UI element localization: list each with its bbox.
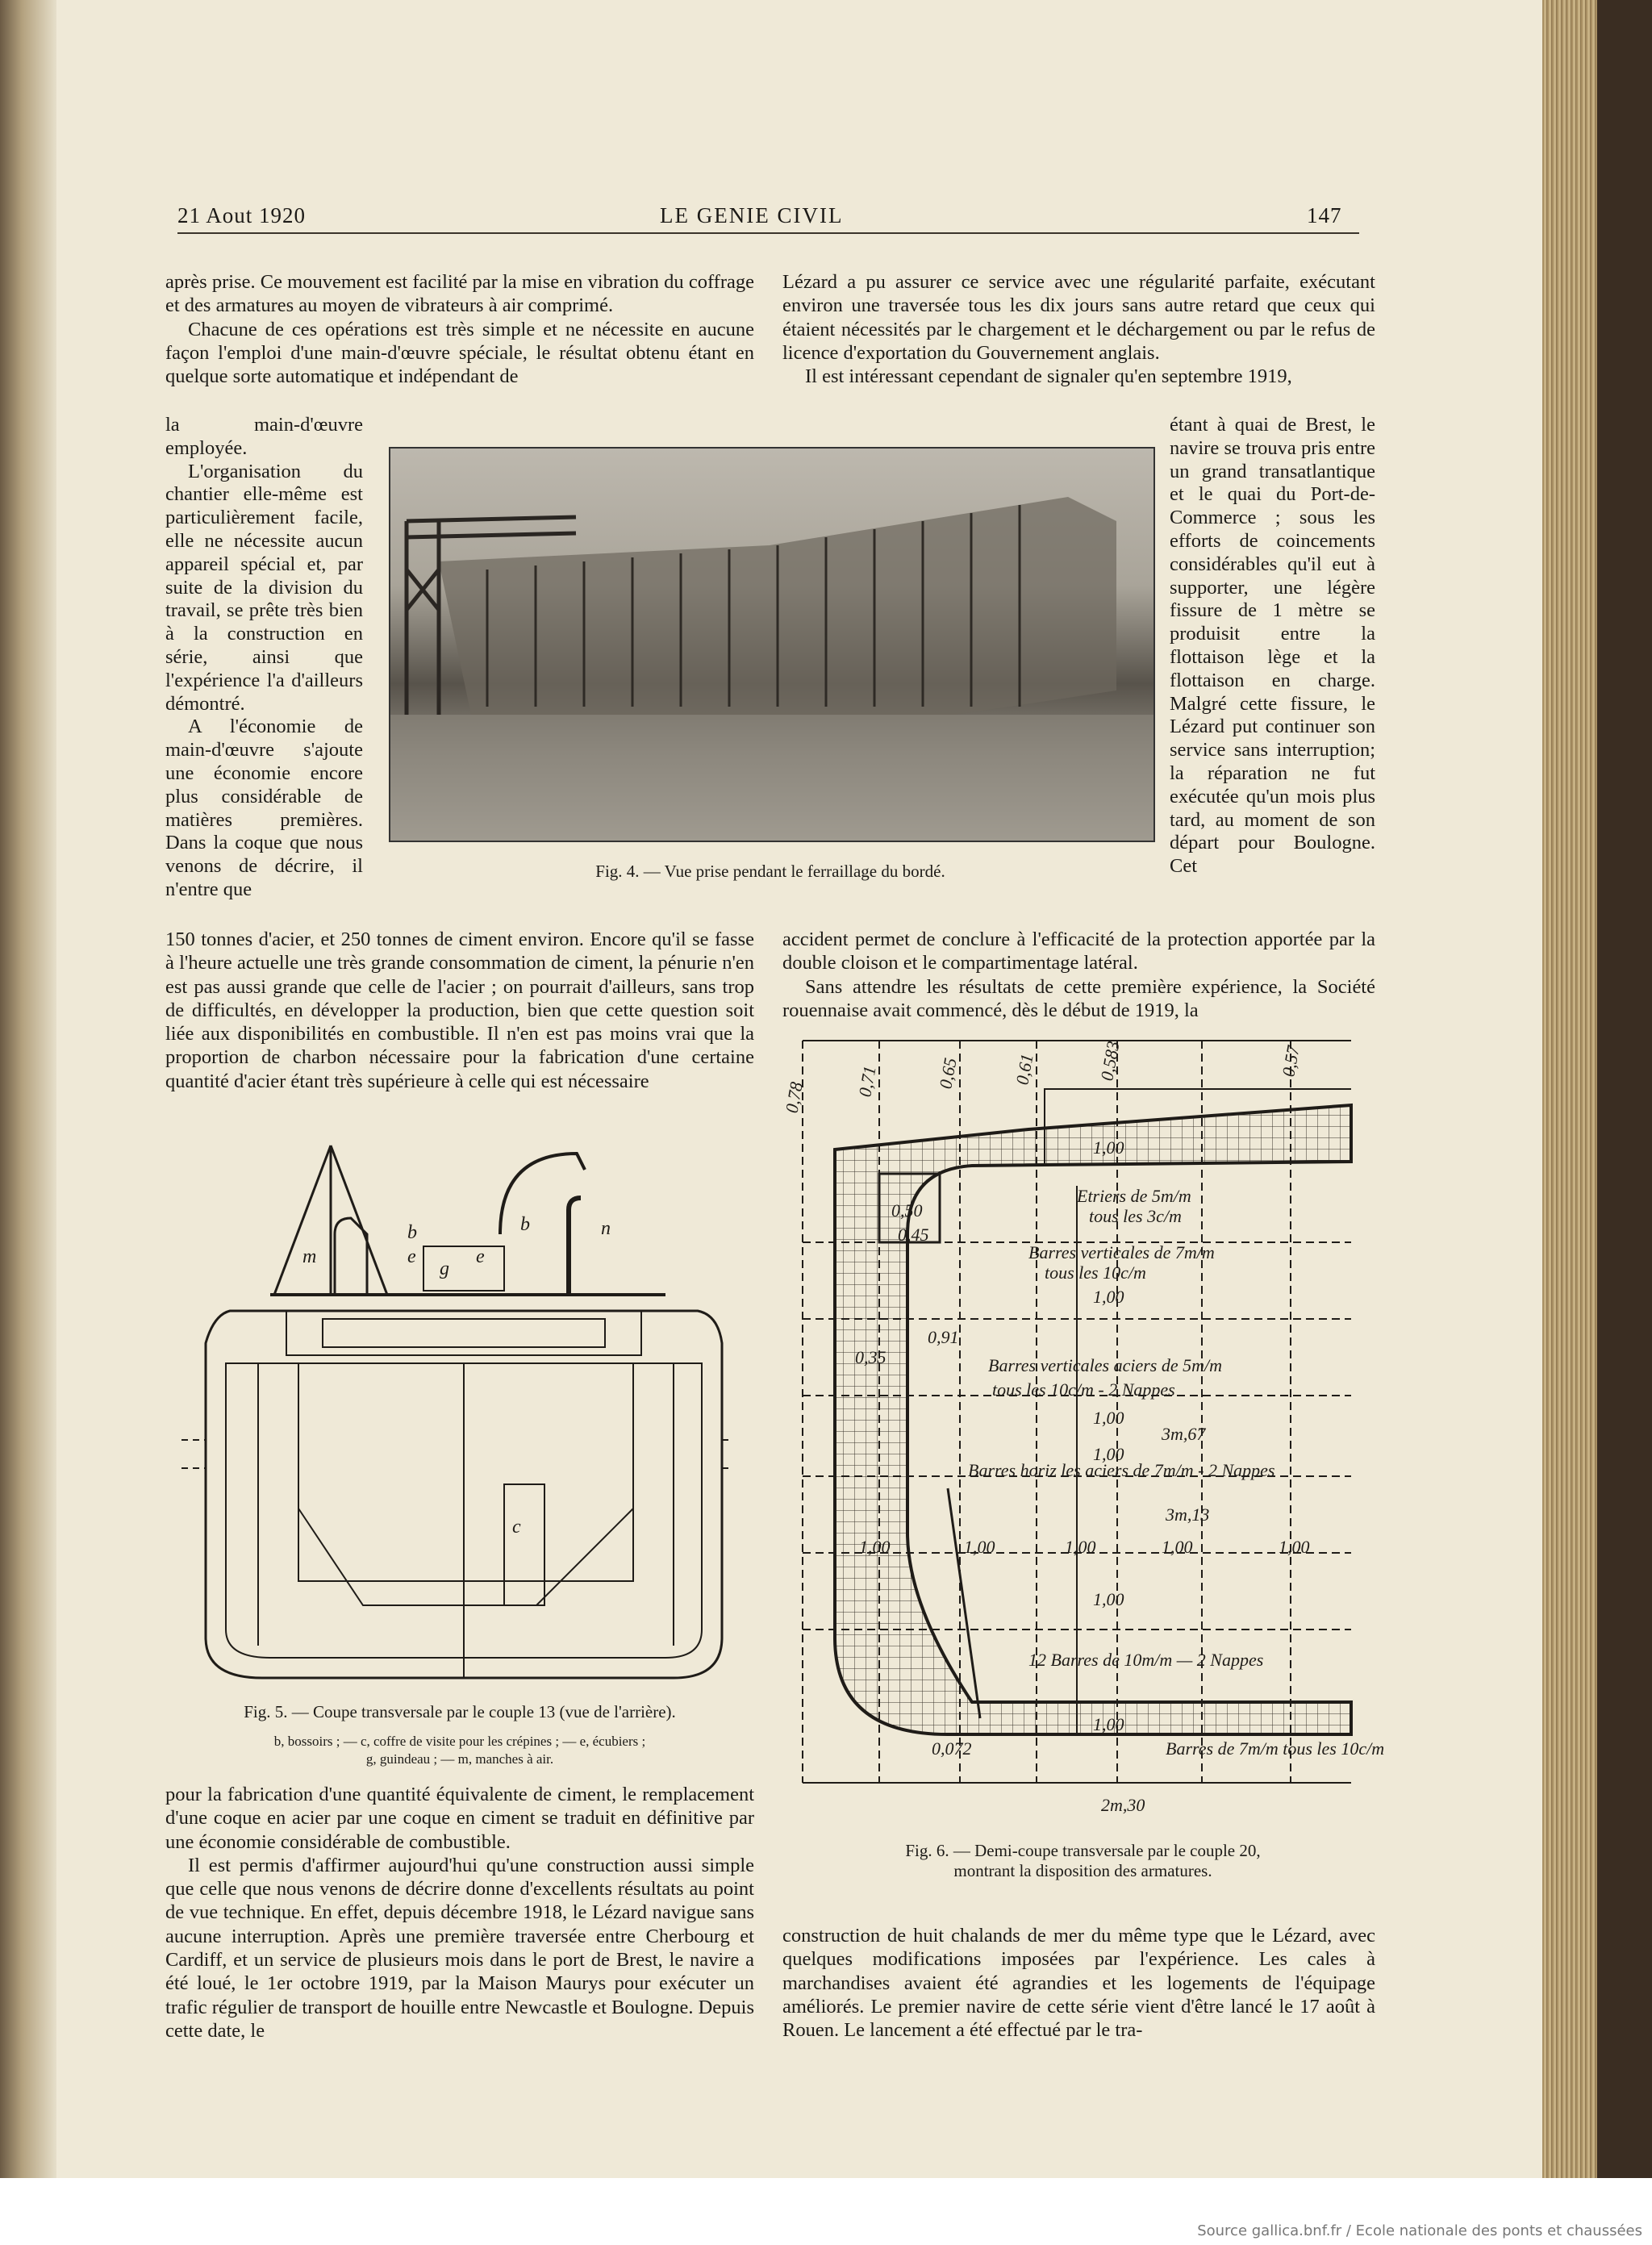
dim-100: 1,00 [1093,1408,1124,1428]
paragraph: L'organisation du chantier elle-même est particulièrement facile, elle ne nécessite aucun appareil spécial et, par suite de la division du travail, se prête très bien à la construction en série, ainsi que l'expérience l'a d'ailleurs démontré. [165,460,363,715]
dim-072: 0,072 [932,1738,972,1759]
fig5-caption: Fig. 5. — Coupe transversale par le couple 13 (vue de l'arrière). [244,1702,676,1721]
col1-bottom [165,1783,754,2043]
col1-top [165,270,754,388]
label-etriers: Etriers de 5m/m [1077,1186,1191,1206]
paragraph: Il est intéressant cependant de signaler qu'en septembre 1919, [805,365,1292,388]
header-journal: LE GENIE CIVIL [660,203,844,227]
header-page-number: 147 [1307,203,1342,227]
paragraph: pour la fabrication d'une quantité équivalente de ciment, le remplacement d'une coque en acier par une coque en ciment se traduit en définitive par une économie considérable de combustible. [165,1784,754,1853]
dim-mid: 1,00 [1279,1537,1310,1557]
label-g: g [440,1258,449,1279]
dim-vert: 1,00 [1093,1444,1124,1464]
label-barres-horizontales: Barres horiz les aciers de 7m/m - 2 Nappes [968,1460,1275,1480]
paragraph: construction de huit chalands de mer du même type que le Lézard, avec quelques modifications imposées par l'expérience. Les cales à marchandises avaient été agrandies et les logements de l'équipage améliorés. Le premier navire de cette série vient d'être lancé le 17 août à Rouen. Le lancement a été effectué par le tra- [782,1925,1375,2042]
dim-mid: 1,00 [1162,1537,1193,1557]
fig5-legend-line: g, guindeau ; — m, manches à air. [365,1751,554,1767]
col2-mid [782,928,1375,1022]
dim-top: 0,57 [1278,1044,1304,1079]
paragraph: 150 tonnes d'acier, et 250 tonnes de ciment environ. Encore qu'il se fasse à l'heure actuelle une très grande consommation de ciment, la pénurie n'en est pas aussi grande que celle de l'acier ; on pourrait d'ailleurs, sans trop de difficultés, en développer la production, bien que cette question soit liée aux disponibilités en combustible. Il n'en est pas moins vrai que la proportion de charbon nécessaire pour la fabrication d'une certaine quantité d'acier étant très supérieure à celle qui est nécessaire [165,928,754,1092]
label-m: m [302,1246,317,1267]
paragraph: Lézard a pu assurer ce service avec une régularité parfaite, exécutant environ une traversée tous les dix jours sans autre retard que ceux qui étaient nécessités par le chargement et le déchargement ou par le refus de licence d'exportation du Gouvernement anglais. [782,271,1375,364]
label-barres-verticales-5: tous les 10c/m - 2 Nappes [992,1379,1175,1400]
col1-mid [165,928,754,1093]
col2-bottom [782,1924,1375,2042]
dim-vert: 1,00 [1093,1714,1124,1734]
col1-wrap [165,414,363,902]
dim-top: 0,583 [1096,1039,1124,1083]
fig6-caption [786,1841,1379,1881]
fig6-drawing [781,1024,1385,1831]
dim-top: 0,65 [935,1056,961,1091]
paragraph: étant à quai de Brest, le navire se trouva pris entre un grand transatlantique et le quai du Port-de-Commerce ; sous les efforts de coincements considérables qu'il eut à supporter, une légère fissure de 1 mètre se produisit entre la flottaison lège et la flottaison en charge. Malgré cette fissure, le Lézard put continuer son service sans interruption; la réparation ne fut exécutée qu'un mois plus tard, au moment de son départ pour Boulogne. Cet [1170,414,1375,878]
fig6-caption-line: montrant la disposition des armatures. [953,1861,1212,1880]
paragraph: Il est permis d'affirmer aujourd'hui qu'une construction aussi simple que celle que nous venons de décrire donne d'excellents résultats au point de vue technique. En effet, depuis décembre 1918, le Lézard navigue sans aucune interruption. Après une première traversée entre Cherbourg et Cardiff, et un service de plusieurs mois dans le port de Brest, le navire a été loué, le 1er octobre 1919, par la Maison Maurys pour exécuter un trafic régulier de transport de houille entre Newcastle et Boulogne. Depuis cette date, le [165,1854,754,2042]
label-barres-verticales-7: tous les 10c/m [1045,1262,1146,1283]
dim-top: 0,61 [1012,1052,1037,1087]
col2-top [782,270,1375,388]
dim-091: 0,91 [928,1327,959,1347]
dim-vert: 1,00 [1093,1137,1124,1158]
fig4-caption: Fig. 4. — Vue prise pendant le ferraillage du bordé. [595,862,945,881]
col2-wrap [1170,414,1375,878]
paragraph: Sans attendre les résultats de cette première expérience, la Société rouennaise avait commencé, dès le début de 1919, la [782,975,1375,1021]
paragraph: la main-d'œuvre employée. [165,414,363,459]
label-barres-verticales-5: Barres verticales aciers de 5m/m [988,1355,1223,1375]
dim-035: 0,35 [855,1347,886,1367]
dim-367: 3m,67 [1162,1424,1206,1444]
dim-mid: 1,00 [964,1537,995,1557]
dim-vert: 1,00 [1093,1287,1124,1307]
header-date: 21 Aout 1920 [177,203,307,227]
dim-top: 0,78 [781,1080,807,1115]
label-barres-verticales-7: Barres verticales de 7m/m [1028,1242,1215,1262]
fig5-legend [165,1733,754,1768]
fig5-drawing [181,1121,730,1694]
paragraph: A l'économie de main-d'œuvre s'ajoute une économie encore plus considérable de matières premières. Dans la coque que nous venons de décrire, il n'entre que [165,716,363,900]
fig6-caption-line: Fig. 6. — Demi-coupe transversale par le couple 20, [905,1841,1261,1860]
book-edge [1542,0,1597,2178]
label-n: n [601,1218,611,1239]
paragraph: accident permet de conclure à l'efficacité de la protection apportée par la double cloison et le compartimentage latéral. [782,928,1375,974]
source-credit: Source gallica.bnf.fr / Ecole nationale des ponts et chaussées [1197,2222,1642,2239]
label-e2: e [476,1246,485,1267]
dim-230: 2m,30 [1101,1795,1145,1815]
dim-vert: 1,00 [1093,1589,1124,1609]
dim-050: 0,50 [891,1200,923,1221]
label-c: c [512,1517,521,1538]
label-barres-7: Barres de 7m/m tous les 10c/m [1166,1738,1385,1759]
label-b2: b [520,1214,530,1235]
label-e1: e [407,1246,416,1267]
fig4-photo [389,447,1155,842]
dim-045: 0,45 [898,1225,929,1245]
label-12-barres: 12 Barres de 10m/m — 2 Nappes [1028,1650,1264,1670]
fig5-legend-line: b, bossoirs ; — c, coffre de visite pour les crépines ; — e, écubiers ; [273,1734,646,1749]
dim-313: 3m,13 [1166,1504,1210,1525]
paragraph: Chacune de ces opérations est très simple et ne nécessite en aucune façon l'emploi d'une main-d'œuvre spéciale, le résultat obtenu étant en quelque sorte automatique et indépendant de [165,318,754,388]
paragraph: après prise. Ce mouvement est facilité par la mise en vibration du coffrage et des armatures au moyen de vibrateurs à air comprimé. [165,271,754,317]
dim-top: 0,71 [854,1064,880,1099]
label-b1: b [407,1222,417,1243]
dim-mid: 1,00 [1065,1537,1096,1557]
header-rule [177,232,1359,234]
dim-mid: 1,00 [859,1537,891,1557]
label-etriers: tous les 3c/m [1089,1206,1182,1226]
